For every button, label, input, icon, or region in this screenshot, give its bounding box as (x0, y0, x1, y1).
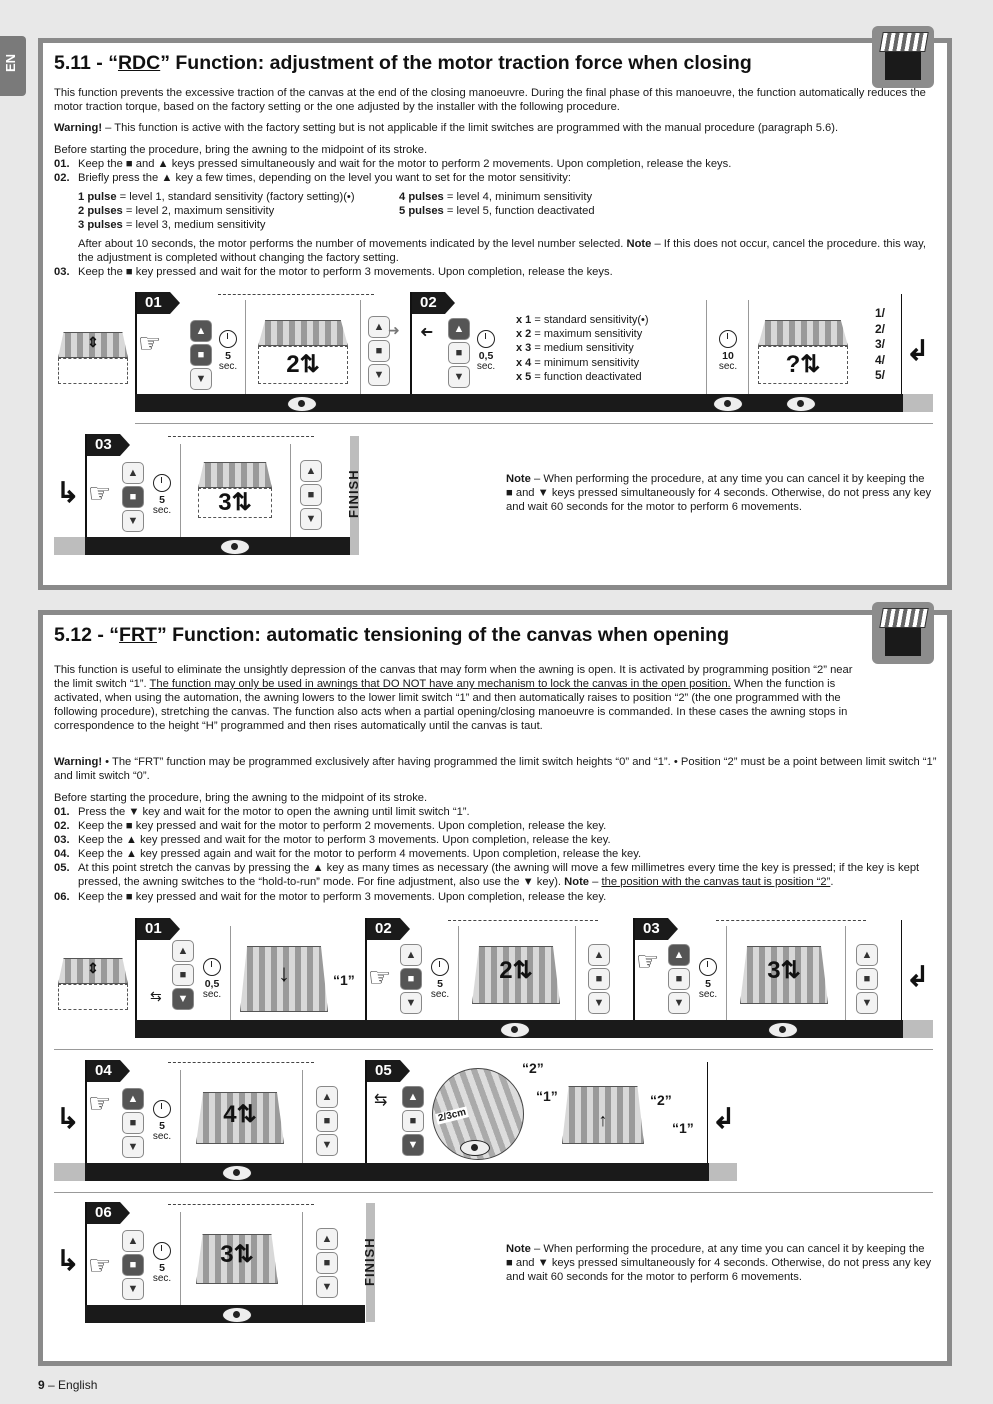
rdc-intro: This function prevents the excessive traction of the canvas at the end of the closing manoeuvre. During the final phase of this manoeuvre, the function automatically reduces the motor traction torque, based on the factory setting or the one adjusted by the installer with the following procedure. (54, 87, 926, 113)
keypad-icon-3: ▲ ■ ▼ (448, 318, 470, 390)
rdc-bar-01 (135, 394, 410, 412)
keypad-icon-11: ▲ ■ ▼ (122, 1088, 144, 1160)
rdc-row-separator (135, 423, 933, 424)
frt-tag-01: 01 (137, 918, 170, 940)
keypad-icon-14: ▲ ■ ▼ (122, 1230, 144, 1302)
rdc-finish-label: FINISH (346, 469, 361, 518)
movements-4-label: 4⇅ (223, 1101, 257, 1128)
awning-corner-icon (872, 26, 934, 88)
rdc-tag-01: 01 (137, 292, 170, 314)
next-row-arrow-icon: ↲ (712, 1103, 736, 1134)
awning-illustration-5 (472, 946, 560, 1004)
keypad-icon-1: ▲ ■ ▼ (190, 320, 212, 392)
frt-step-05: 05. At this point stretch the canvas by pressing the ▲ key as many times as necessary (the awning will move a few millimetres every time the key is pressed; if the key is kept pressed, the awning switches to the “hold-to-run” mode. For fine adjustment, also use the ▼ key). Note – the position with the canvas taut is position “2”. (54, 862, 920, 888)
frt-pos-1-label-b: “1” (672, 1120, 694, 1136)
movements-2-label: 2⇅ (499, 957, 533, 984)
frt-tag-03: 03 (635, 918, 668, 940)
rdc-tag-02: 02 (412, 292, 445, 314)
rdc-bar-start (54, 537, 85, 555)
rdc-bar-end (903, 394, 933, 412)
movements-2-label: 2⇅ (286, 351, 320, 378)
eye-icon (768, 1022, 798, 1038)
rdc-dashed-arrow-3 (168, 436, 314, 437)
frt-step-03: 03. Keep the ▲ key pressed and wait for the motor to perform 3 movements. Upon completion, release the key. (54, 834, 611, 846)
frt-tag-06: 06 (87, 1202, 120, 1224)
hand-icon: ☞ (368, 962, 392, 992)
language-tab-label: EN (3, 53, 18, 72)
arrow-left-right-icon: ⇆ (374, 1092, 388, 1109)
keypad-icon-4: ▲ ■ ▼ (122, 462, 144, 534)
frt-row-separator-1 (54, 1049, 933, 1050)
frt-row-separator-2 (54, 1192, 933, 1193)
page-footer: 9 – English (38, 1378, 98, 1392)
awning-illustration-down: ↓ (240, 946, 328, 1012)
timer-05s: 0,5 sec. (472, 330, 500, 372)
frt-dashed-arrow-3 (716, 920, 866, 921)
awning-corner-icon (872, 602, 934, 664)
movements-3-label: 3⇅ (767, 957, 801, 984)
rdc-warning: Warning! – This function is active with the factory setting but is not applicable if the limit switches are programmed with the manual procedure (paragraph 5.6). (54, 122, 839, 134)
cm-label: 2/3cm (437, 1106, 468, 1125)
frt-step-04: 04. Keep the ▲ key pressed again and wait for the motor to perform 4 movements. Upon completion, release the key. (54, 848, 642, 860)
movements-3-label: 3⇅ (218, 489, 252, 516)
awning-illustration-4 (198, 462, 272, 518)
awning-illustration-6 (740, 946, 828, 1004)
timer-05s-2: 0,5 sec. (198, 958, 226, 1000)
timer-5s-1: 5 sec. (214, 330, 242, 372)
awning-illustration-9 (196, 1234, 278, 1284)
rdc-level-indicators: 1/ 2/ 3/ 4/ 5/ (875, 306, 886, 383)
frt-bar-start-2 (54, 1163, 85, 1181)
rdc-step-02: 02. Briefly press the ▲ key a few times, depending on the level you want to set for the motor sensitivity: (54, 172, 571, 184)
frt-tag-04: 04 (87, 1060, 120, 1082)
rdc-step-01: 01. Keep the ■ and ▲ keys pressed simultaneously and wait for the motor to perform 2 movements. Upon completion, release the keys. (54, 158, 732, 170)
frt-finish-label: FINISH (362, 1237, 377, 1286)
awning-illustration-8: ↑ (562, 1086, 644, 1144)
eye-icon (222, 1165, 252, 1181)
section-rdc-title: 5.11 - “RDC” Function: adjustment of the motor traction force when closing (54, 52, 752, 74)
frt-before: Before starting the procedure, bring the awning to the midpoint of its stroke. (54, 792, 428, 804)
prev-row-arrow-icon: ↳ (56, 1245, 80, 1276)
rdc-levels-right: 4 pulses = level 4, minimum sensitivity 5 pulses = level 5, function deactivated (399, 191, 595, 217)
arrow-left-icon: ➜ (420, 324, 434, 341)
keypad-icon-5: ▲ ■ ▼ (300, 460, 322, 532)
hand-icon: ☞ (138, 328, 162, 358)
rdc-before: Before starting the procedure, bring the awning to the midpoint of its stroke. (54, 144, 428, 156)
timer-5s-5: 5 sec. (148, 1100, 176, 1142)
timer-10s: 10 sec. (714, 330, 742, 372)
frt-bar-05 (365, 1163, 709, 1181)
eye-icon (220, 539, 250, 555)
frt-warning: Warning! • The “FRT” function may be programmed exclusively after having programmed the limit switch heights “0” and “1”. • Position “2” must be a point between limit switch “1” and limit switch “0”. (54, 756, 937, 782)
awning-illustration-3 (758, 320, 848, 384)
keypad-icon-13: ▲ ■ ▼ (402, 1086, 424, 1158)
awning-illustration-start: ⇕ (58, 958, 128, 1010)
rdc-tag-03: 03 (87, 434, 120, 456)
frt-pos-2-label-b: “2” (650, 1092, 672, 1108)
awning-illustration-start: ⇕ (58, 332, 128, 384)
frt-note: Note – When performing the procedure, at any time you can cancel it by keeping the ■ and ▼ keys pressed simultaneously for 4 seconds. Otherwise, do not press any key and wait 60 seconds for the motor to perform 6 movements. (506, 1243, 932, 1283)
eye-icon (287, 396, 317, 412)
eye-icon (786, 396, 816, 412)
eye-icon (500, 1022, 530, 1038)
frt-dashed-arrow-4 (168, 1062, 314, 1063)
rdc-after: After about 10 seconds, the motor performs the number of movements indicated by the level number selected. Note – If this does not occur, cancel the procedure. this way, the adjustment is completed without changing the factory setting. (78, 238, 927, 264)
frt-tag-02: 02 (367, 918, 400, 940)
eye-icon (222, 1307, 252, 1323)
rdc-bar-02 (410, 394, 903, 412)
timer-5s-4: 5 sec. (694, 958, 722, 1000)
frt-intro: This function is useful to eliminate the unsightly depression of the canvas that may form when the awning is open. It is activated by programming position “2” near the limit switch “1”. The function may only be used in awnings that DO NOT have any mechanism to lock the canvas in the open position. When the function is activated, when using the automation, the awning lowers to the lower limit switch “1” and then automatically raises to position “2” (the one programmed with the following procedure), stretching the canvas. The function also acts when a partial opening/closing manoeuvre is commanded. In these cases the awning stops in correspondence to the height “H” programmed and then rises automatically until the canvas is taut. (54, 664, 853, 732)
rdc-sensitivity-list: x 1 = standard sensitivity(•) x 2 = maximum sensitivity x 3 = medium sensitivity x 4 = minimum sensitivity x 5 = function deactivated (516, 314, 649, 383)
section-frt-title: 5.12 - “FRT” Function: automatic tensioning of the canvas when opening (54, 624, 729, 646)
language-tab (0, 36, 26, 96)
frt-bar-end-1 (903, 1020, 933, 1038)
frt-step-06: 06. Keep the ■ key pressed and wait for the motor to perform 3 movements. Upon completion, release the key. (54, 891, 607, 903)
timer-5s-6: 5 sec. (148, 1242, 176, 1284)
hand-icon: ☞ (88, 1250, 112, 1280)
frt-step-02: 02. Keep the ■ key pressed and wait for the motor to perform 2 movements. Upon completion, release the key. (54, 820, 607, 832)
eye-icon (713, 396, 743, 412)
timer-5s-3: 5 sec. (426, 958, 454, 1000)
keypad-icon-10: ▲ ■ ▼ (856, 944, 878, 1016)
frt-bar-02 (365, 1020, 633, 1038)
rdc-dashed-arrow-1 (218, 294, 374, 295)
rdc-note: Note – When performing the procedure, at any time you can cancel it by keeping the ■ and ▼ keys pressed simultaneously for 4 seconds. Otherwise, do not press any key and wait 60 seconds for the motor to perform 6 movements. (506, 473, 932, 513)
awning-illustration-2 (258, 320, 348, 384)
keypad-icon-7: ▲ ■ ▼ (400, 944, 422, 1016)
frt-pos-2-label-a: “2” (522, 1060, 544, 1076)
movements-q-label: ?⇅ (785, 351, 821, 378)
rdc-levels-left: 1 pulse = level 1, standard sensitivity (factory setting)(•) 2 pulses = level 2, maximum sensitivity 3 pulses = level 3, medium sensitivity (78, 191, 355, 231)
keypad-icon-8: ▲ ■ ▼ (588, 944, 610, 1016)
timer-5s-2: 5 sec. (148, 474, 176, 516)
movements-3-label: 3⇅ (220, 1241, 254, 1268)
keypad-icon-6: ▲ ■ ▼ (172, 940, 194, 1012)
next-row-arrow-icon: ↲ (906, 335, 930, 366)
keypad-icon-15: ▲ ■ ▼ (316, 1228, 338, 1300)
keypad-icon-9: ▲ ■ ▼ (668, 944, 690, 1016)
frt-bar-end-2 (709, 1163, 737, 1181)
frt-pos-1-label-a: “1” (536, 1088, 558, 1104)
prev-row-arrow-icon: ↳ (56, 477, 80, 508)
frt-tag-05: 05 (367, 1060, 400, 1082)
hand-icon: ☞ (636, 946, 660, 976)
arrow-right-icon: ➜ (388, 322, 400, 338)
eye-icon (460, 1140, 490, 1156)
frt-bar-01 (135, 1020, 365, 1038)
rdc-bar-03 (85, 537, 350, 555)
awning-illustration-7 (196, 1092, 284, 1144)
frt-step-01: 01. Press the ▼ key and wait for the motor to open the awning until limit switch “1”. (54, 806, 470, 818)
arrow-left-icon: ⇆ (150, 988, 162, 1004)
rdc-step-03: 03. Keep the ■ key pressed and wait for the motor to perform 3 movements. Upon completion, release the keys. (54, 266, 613, 278)
frt-dashed-arrow-2 (448, 920, 598, 921)
next-row-arrow-icon: ↲ (906, 961, 930, 992)
hand-icon: ☞ (88, 478, 112, 508)
prev-row-arrow-icon: ↳ (56, 1103, 80, 1134)
frt-dashed-arrow-6 (168, 1204, 314, 1205)
hand-icon: ☞ (88, 1088, 112, 1118)
keypad-icon-12: ▲ ■ ▼ (316, 1086, 338, 1158)
frt-limit-1-label: “1” (333, 972, 355, 988)
keypad-icon-2: ▲ ■ ▼ (368, 316, 390, 388)
